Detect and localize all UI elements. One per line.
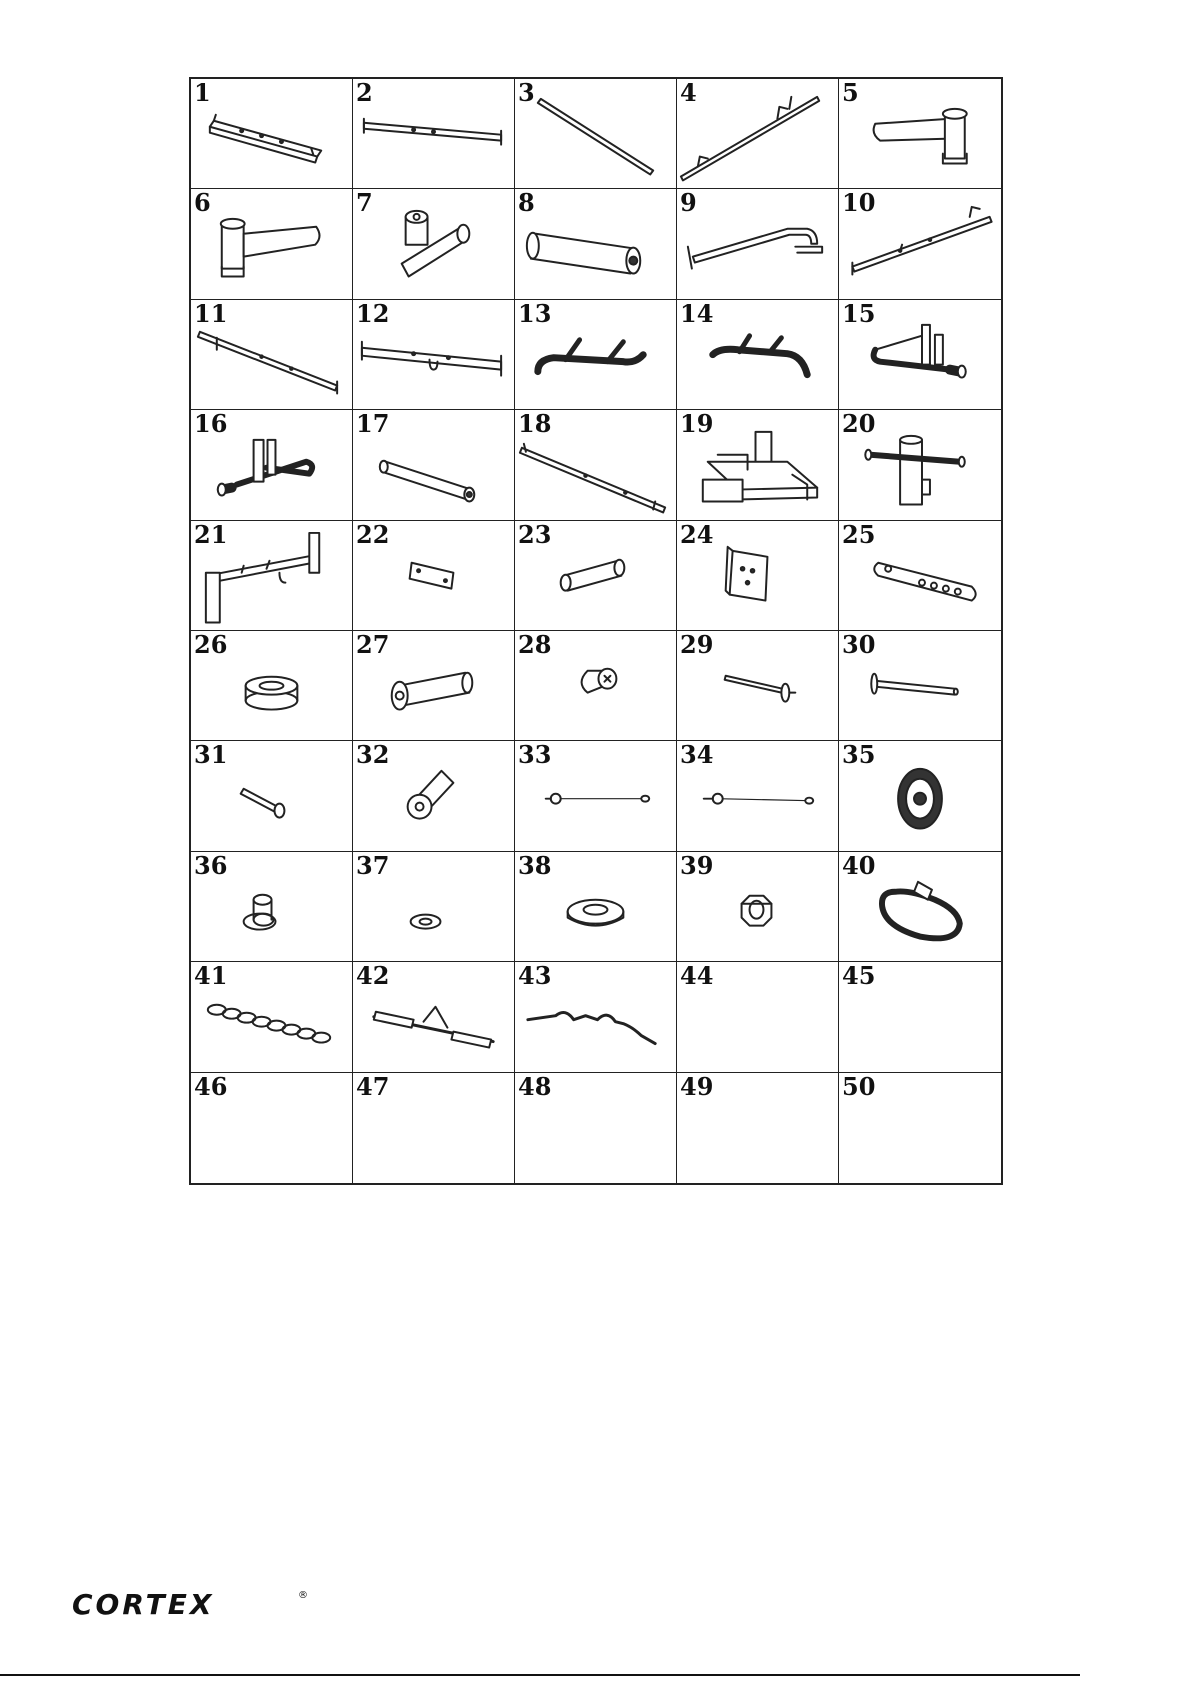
part-cell xyxy=(191,521,353,631)
part-number: 16 xyxy=(194,410,228,439)
registered-mark: ® xyxy=(298,1590,308,1601)
part-cell xyxy=(191,79,353,189)
part-number: 41 xyxy=(194,962,228,991)
part-number: 39 xyxy=(680,851,714,880)
spacer-icon xyxy=(191,631,352,740)
main-frame-arm-icon xyxy=(191,521,352,630)
long-bar-with-brackets-icon xyxy=(191,300,352,409)
part-cell xyxy=(353,410,515,520)
part-number: 15 xyxy=(842,299,876,328)
arm-bracket-icon xyxy=(191,189,352,298)
part-cell xyxy=(515,521,677,631)
part-cell xyxy=(515,631,677,741)
bolt-icon xyxy=(191,741,352,850)
part-cell xyxy=(677,741,839,851)
part-number: 9 xyxy=(680,189,697,218)
part-cell xyxy=(677,410,839,520)
part-number: 48 xyxy=(518,1072,552,1101)
frame-base-rail-icon xyxy=(191,79,352,188)
part-number: 38 xyxy=(518,851,552,880)
part-cell xyxy=(191,962,353,1072)
part-cell xyxy=(353,79,515,189)
quick-link-icon xyxy=(839,852,1001,961)
part-number: 42 xyxy=(356,962,390,991)
button-head-bolt-icon xyxy=(515,631,676,740)
part-number: 21 xyxy=(194,520,228,549)
part-cell xyxy=(515,189,677,299)
part-cell xyxy=(839,410,1001,520)
part-number: 34 xyxy=(680,741,714,770)
part-number: 11 xyxy=(194,299,228,328)
part-cell xyxy=(839,631,1001,741)
part-number: 45 xyxy=(842,962,876,991)
logo-text: CORTEX xyxy=(72,1588,215,1621)
part-cell xyxy=(191,300,353,410)
part-cell xyxy=(839,741,1001,851)
part-cell xyxy=(191,1073,353,1183)
part-number: 27 xyxy=(356,631,390,659)
bracket-plate-icon xyxy=(677,521,838,630)
crossbar-icon xyxy=(353,300,514,409)
post-with-handles-icon xyxy=(839,410,1001,519)
bent-tube-icon xyxy=(677,189,838,298)
part-cell xyxy=(839,79,1001,189)
part-cell xyxy=(515,410,677,520)
part-cell xyxy=(839,962,1001,1072)
footer-divider xyxy=(0,1674,1080,1676)
handle-bar-icon xyxy=(677,300,838,409)
part-number: 1 xyxy=(194,79,211,107)
part-number: 20 xyxy=(842,410,876,439)
part-cell xyxy=(191,741,353,851)
part-number: 4 xyxy=(680,79,697,107)
part-number: 44 xyxy=(680,962,714,991)
part-number: 7 xyxy=(356,189,373,218)
long-bar-with-brackets-icon xyxy=(839,189,1001,298)
triangle-handle-icon xyxy=(839,300,1001,409)
part-number: 3 xyxy=(518,79,535,107)
crossbar-icon xyxy=(353,79,514,188)
part-cell xyxy=(677,631,839,741)
part-number: 23 xyxy=(518,520,552,549)
part-cell xyxy=(677,1073,839,1183)
part-cell xyxy=(515,79,677,189)
part-cell xyxy=(677,852,839,962)
part-number: 43 xyxy=(518,962,552,991)
arm-bracket-icon xyxy=(839,79,1001,188)
part-number: 22 xyxy=(356,520,390,549)
sleeve-tube-icon xyxy=(515,521,676,630)
part-number: 35 xyxy=(842,741,876,770)
parts-grid xyxy=(189,77,1003,1185)
part-number: 10 xyxy=(842,189,876,218)
nut-icon xyxy=(677,852,838,961)
part-cell xyxy=(515,852,677,962)
part-cell xyxy=(839,521,1001,631)
part-cell xyxy=(839,852,1001,962)
part-cell xyxy=(353,852,515,962)
washer-icon xyxy=(353,852,514,961)
triangle-handle-icon xyxy=(191,410,352,519)
part-cell xyxy=(191,410,353,520)
pulley-icon xyxy=(839,741,1001,850)
part-cell xyxy=(191,852,353,962)
part-number: 47 xyxy=(356,1072,390,1101)
part-number: 31 xyxy=(194,741,228,770)
part-cell xyxy=(677,79,839,189)
part-cell xyxy=(839,189,1001,299)
part-number: 28 xyxy=(518,631,552,659)
part-cell xyxy=(515,300,677,410)
part-number: 26 xyxy=(194,631,228,659)
part-cell xyxy=(353,189,515,299)
plate-icon xyxy=(353,521,514,630)
roller-tube-icon xyxy=(353,410,514,519)
part-cell xyxy=(191,189,353,299)
part-number: 18 xyxy=(518,410,552,439)
part-cell xyxy=(191,631,353,741)
part-number: 2 xyxy=(356,79,373,107)
part-cell xyxy=(353,962,515,1072)
part-number: 49 xyxy=(680,1072,714,1101)
part-number: 19 xyxy=(680,410,714,439)
part-number: 8 xyxy=(518,189,535,218)
chain-icon xyxy=(191,962,352,1071)
part-cell xyxy=(677,962,839,1072)
part-cell xyxy=(677,189,839,299)
long-rail-icon xyxy=(515,410,676,519)
part-number: 5 xyxy=(842,79,859,107)
part-cell xyxy=(677,521,839,631)
base-frame-assembly-icon xyxy=(677,410,838,519)
part-number: 6 xyxy=(194,189,211,218)
part-cell xyxy=(515,1073,677,1183)
part-number: 50 xyxy=(842,1072,876,1101)
part-cell xyxy=(839,1073,1001,1183)
part-cell xyxy=(677,300,839,410)
part-number: 40 xyxy=(842,851,876,880)
part-number: 36 xyxy=(194,851,228,880)
tee-connector-icon xyxy=(353,189,514,298)
part-number: 37 xyxy=(356,851,390,880)
part-number: 32 xyxy=(356,741,390,770)
part-cell xyxy=(515,741,677,851)
part-number: 33 xyxy=(518,741,552,770)
row-handle-bar-icon xyxy=(353,962,514,1071)
long-bar-icon xyxy=(515,79,676,188)
washer-icon xyxy=(515,852,676,961)
part-number: 25 xyxy=(842,520,876,549)
part-cell xyxy=(353,300,515,410)
cable-icon xyxy=(677,741,838,850)
foam-roller-icon xyxy=(515,189,676,298)
part-number: 12 xyxy=(356,299,390,328)
bushing-icon xyxy=(191,852,352,961)
long-bar-with-hooks-icon xyxy=(677,79,838,188)
part-number: 24 xyxy=(680,520,714,549)
cortex-logo xyxy=(70,1584,330,1624)
part-number: 46 xyxy=(194,1072,228,1101)
handle-bar-icon xyxy=(515,300,676,409)
part-cell xyxy=(353,741,515,851)
part-number: 13 xyxy=(518,299,552,328)
part-number: 30 xyxy=(842,631,876,659)
curl-bar-icon xyxy=(515,962,676,1071)
part-cell xyxy=(353,631,515,741)
part-cell xyxy=(353,521,515,631)
sleeve-with-flange-icon xyxy=(353,631,514,740)
cable-icon xyxy=(515,741,676,850)
part-cell xyxy=(353,1073,515,1183)
part-cell xyxy=(839,300,1001,410)
perforated-strap-icon xyxy=(839,521,1001,630)
part-number: 14 xyxy=(680,299,714,328)
bolt-icon xyxy=(677,631,838,740)
part-number: 17 xyxy=(356,410,390,439)
bolt-icon xyxy=(839,631,1001,740)
part-cell xyxy=(515,962,677,1072)
part-number: 29 xyxy=(680,631,714,659)
button-head-bolt-icon xyxy=(353,741,514,850)
